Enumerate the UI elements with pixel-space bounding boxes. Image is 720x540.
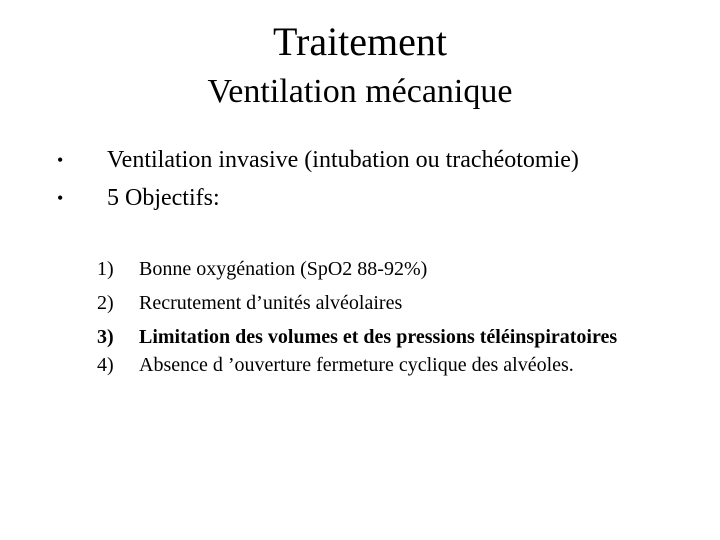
objective-number: 3): [97, 326, 114, 348]
objective-number: 1): [97, 258, 114, 280]
objective-item: [97, 325, 707, 350]
objective-text: Recrutement d’unités alvéolaires: [139, 292, 403, 314]
bullet-item: [55, 145, 695, 175]
objective-item: [97, 257, 707, 282]
bullet-list: [55, 145, 695, 213]
objective-text: Limitation des volumes et des pressions téléinspiratoires: [139, 326, 618, 348]
objective-text: Absence d ’ouverture fermeture cyclique des alvéoles.: [139, 354, 574, 376]
objective-text: Bonne oxygénation (SpO2 88-92%): [139, 258, 428, 280]
slide-title: Traitement: [272, 19, 448, 64]
objective-number: 4): [97, 354, 114, 376]
bullet-text: 5 Objectifs:: [107, 185, 220, 211]
slide-subtitle: Ventilation mécanique: [207, 73, 513, 110]
objective-item: [97, 291, 707, 316]
bullet-text: Ventilation invasive (intubation ou trachéotomie): [107, 147, 579, 173]
objective-item: [97, 353, 707, 378]
bullet-marker: •: [57, 150, 64, 170]
objective-number: 2): [97, 292, 114, 314]
bullet-marker: •: [57, 188, 64, 208]
objectives-list: [97, 257, 707, 387]
bullet-item: [55, 183, 695, 213]
